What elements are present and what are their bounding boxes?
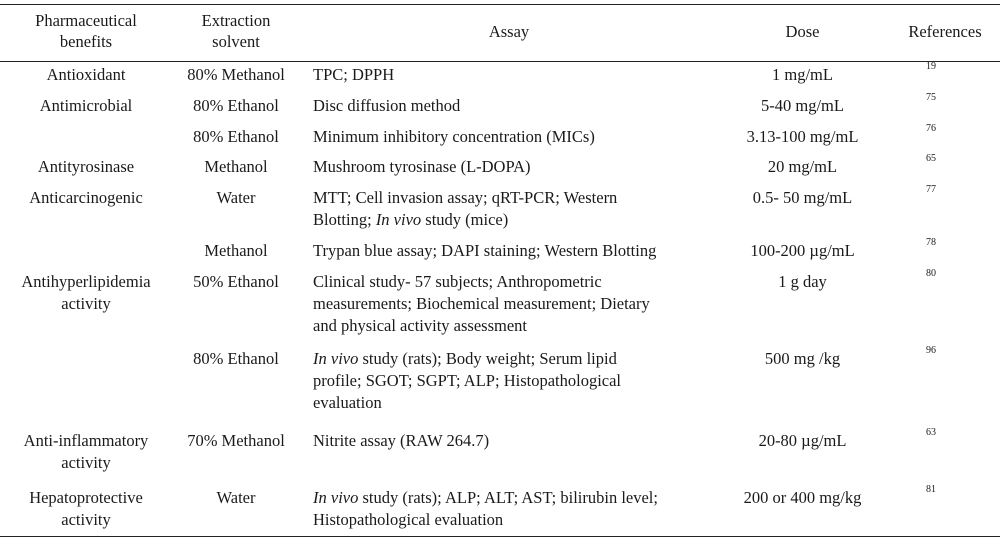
cell-assay-text: evaluation	[313, 393, 382, 412]
cell-solvent: Water	[216, 188, 256, 207]
cell-assay-text: Blotting;	[313, 210, 376, 229]
cell-benefit-line: Antityrosinase	[37, 157, 135, 176]
cell-solvent: Methanol	[204, 241, 268, 260]
header-references: References	[908, 22, 982, 41]
cell-assay-italic-text: In vivo	[313, 488, 359, 507]
header-benefits-line-1: Pharmaceutical	[35, 11, 137, 30]
cell-assay-text: Mushroom tyrosinase (L-DOPA)	[313, 157, 531, 176]
cell-assay-italic-text: In vivo	[313, 349, 359, 368]
cell-assay	[313, 156, 713, 178]
cell-assay	[313, 271, 713, 337]
cell-benefit-line: activity	[61, 294, 111, 313]
cell-assay	[313, 487, 713, 531]
cell-solvent: 80% Methanol	[187, 65, 285, 84]
cell-assay-line	[313, 156, 713, 178]
cell-assay-text: study (rats); ALP; ALT; AST; bilirubin level;	[358, 488, 658, 507]
cell-dose: 100-200 µg/mL	[750, 241, 855, 260]
cell-assay-line	[313, 95, 713, 117]
cell-assay	[313, 187, 713, 231]
cell-assay	[313, 95, 713, 117]
cell-assay-text: and physical activity assessment	[313, 316, 527, 335]
cell-benefit	[0, 64, 172, 86]
cell-assay-text: TPC; DPPH	[313, 65, 395, 84]
cell-assay-italic-text: In vivo	[375, 210, 422, 229]
cell-reference: 19	[926, 61, 936, 72]
cell-assay	[313, 240, 713, 262]
header-benefits-line-2: benefits	[59, 32, 113, 51]
cell-solvent: 80% Ethanol	[193, 127, 279, 146]
cell-solvent: Water	[216, 488, 256, 507]
cell-reference: 80	[926, 268, 936, 279]
cell-assay-line	[313, 209, 713, 231]
cell-reference: 76	[926, 123, 936, 134]
cell-dose: 5-40 mg/mL	[761, 96, 844, 115]
cell-assay-text: Histopathological evaluation	[313, 510, 504, 529]
cell-assay-text: study (mice)	[421, 210, 509, 229]
cell-assay-line	[313, 509, 713, 531]
cell-solvent: 70% Methanol	[187, 431, 285, 450]
cell-solvent: 80% Ethanol	[193, 96, 279, 115]
cell-assay-line	[313, 392, 713, 414]
cell-assay-text: profile; SGOT; SGPT; ALP; Histopathological	[313, 371, 622, 390]
cell-assay-text: measurements; Biochemical measurement; Dietary	[313, 294, 650, 313]
cell-reference: 75	[926, 92, 936, 103]
cell-reference: 78	[926, 237, 936, 248]
cell-benefit-line: activity	[61, 453, 111, 472]
cell-solvent: Methanol	[204, 157, 268, 176]
cell-assay	[313, 64, 713, 86]
cell-solvent: 50% Ethanol	[193, 272, 279, 291]
cell-assay-line	[313, 126, 713, 148]
cell-dose: 0.5- 50 mg/mL	[752, 188, 853, 207]
cell-assay-line	[313, 271, 713, 293]
cell-dose: 500 mg /kg	[764, 349, 841, 368]
cell-assay-line	[313, 64, 713, 86]
cell-dose: 3.13-100 mg/mL	[746, 127, 859, 146]
cell-assay	[313, 126, 713, 148]
cell-benefit	[0, 487, 172, 531]
cell-dose: 1 mg/mL	[772, 65, 833, 84]
cell-benefit	[0, 187, 172, 209]
cell-assay-line	[313, 315, 713, 337]
cell-assay-line	[313, 430, 713, 452]
cell-benefit-line: Hepatoprotective	[29, 488, 143, 507]
cell-assay-line	[313, 240, 713, 262]
cell-reference: 81	[926, 484, 936, 495]
cell-solvent: 80% Ethanol	[193, 349, 279, 368]
cell-assay-line	[313, 293, 713, 315]
cell-assay-text: Nitrite assay (RAW 264.7)	[313, 431, 490, 450]
cell-reference: 96	[926, 345, 936, 356]
header-solvent-line-2: solvent	[212, 32, 260, 51]
cell-benefit	[0, 271, 172, 315]
cell-assay-line	[313, 187, 713, 209]
cell-assay-text: Trypan blue assay; DAPI staining; Western Blotting	[313, 241, 657, 260]
cell-dose: 200 or 400 mg/kg	[743, 488, 862, 507]
cell-assay-line	[313, 487, 713, 509]
cell-benefit	[0, 95, 172, 117]
cell-assay	[313, 430, 713, 452]
header-solvent-line-1: Extraction	[201, 11, 271, 30]
cell-benefit-line: Antihyperlipidemia	[21, 272, 151, 291]
cell-reference: 77	[926, 184, 936, 195]
cell-assay-text: study (rats); Body weight; Serum lipid	[358, 349, 617, 368]
cell-assay-text: Disc diffusion method	[313, 96, 461, 115]
cell-benefit-line: Antimicrobial	[39, 96, 133, 115]
cell-dose: 20 mg/mL	[767, 157, 838, 176]
cell-benefit-line: Anti-inflammatory	[23, 431, 149, 450]
cell-assay	[313, 348, 713, 414]
cell-reference: 63	[926, 427, 936, 438]
cell-assay-text: MTT; Cell invasion assay; qRT-PCR; Western	[313, 188, 618, 207]
cell-assay-line	[313, 348, 713, 370]
cell-assay-line	[313, 370, 713, 392]
cell-assay-text: Clinical study- 57 subjects; Anthropometric	[313, 272, 602, 291]
cell-reference: 65	[926, 153, 936, 164]
cell-assay-text: Minimum inhibitory concentration (MICs)	[313, 127, 595, 146]
cell-benefit-line: Anticarcinogenic	[29, 188, 143, 207]
cell-benefit-line: Antioxidant	[46, 65, 126, 84]
header-assay: Assay	[488, 22, 530, 41]
cell-benefit	[0, 430, 172, 474]
cell-benefit	[0, 156, 172, 178]
cell-dose: 20-80 µg/mL	[758, 431, 847, 450]
cell-benefit-line: activity	[61, 510, 111, 529]
cell-dose: 1 g day	[778, 272, 827, 291]
header-dose: Dose	[785, 22, 820, 41]
